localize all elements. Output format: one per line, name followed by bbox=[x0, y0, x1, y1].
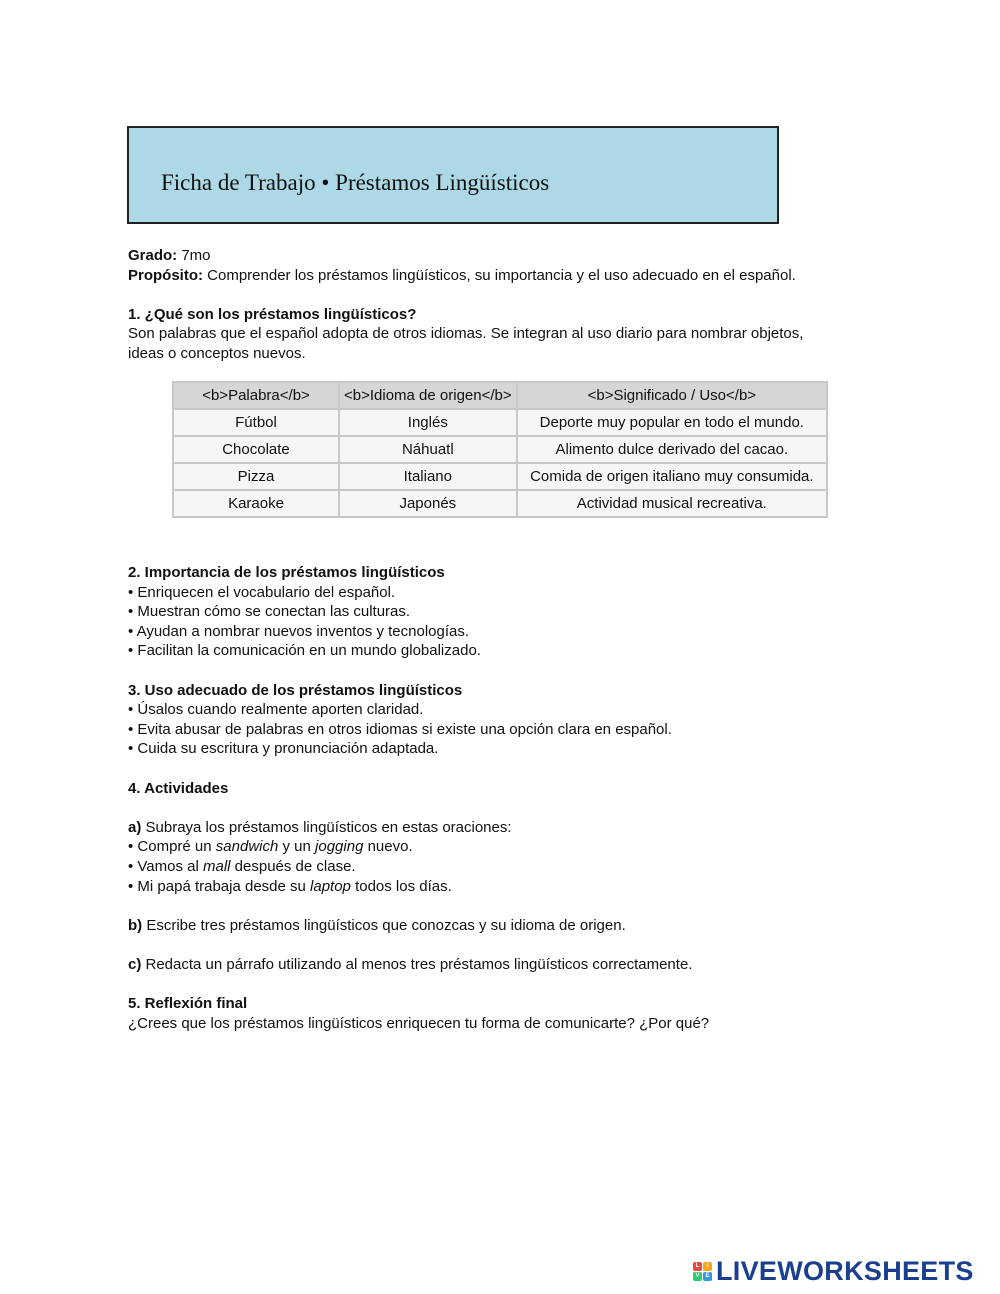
list-item: • Enriquecen el vocabulario del español. bbox=[128, 583, 396, 601]
section1-heading bbox=[128, 305, 888, 325]
loanword-jogging[interactable]: jogging bbox=[315, 838, 364, 856]
sentence-text: • Compré un bbox=[128, 838, 216, 856]
sentence-text: nuevo. bbox=[363, 838, 413, 856]
table-header-cell: <b>Idioma de origen</b> bbox=[339, 382, 517, 409]
grade-label: Grado: bbox=[128, 247, 178, 264]
activity-b-label: b) bbox=[128, 916, 143, 934]
activity-a-text: Subraya los préstamos lingüísticos en estas oraciones: bbox=[141, 818, 512, 836]
section1-heading-text: 1. ¿Qué son los préstamos lingüísticos? bbox=[128, 305, 417, 323]
sentence-text: • Mi papá trabaja desde su bbox=[128, 877, 311, 895]
table-cell: Italiano bbox=[339, 463, 517, 490]
sentence-text: todos los días. bbox=[350, 877, 452, 895]
purpose-value: Comprender los préstamos lingüísticos, su importancia y el uso adecuado en el español. bbox=[207, 266, 796, 284]
table-header-cell: <b>Palabra</b> bbox=[173, 382, 339, 409]
table-cell: Pizza bbox=[173, 463, 339, 490]
section2-heading-text: 2. Importancia de los préstamos lingüísticos bbox=[128, 564, 445, 581]
list-item: • Úsalos cuando realmente aporten claridad. bbox=[128, 701, 424, 719]
sentence-3 bbox=[128, 877, 888, 897]
purpose-line bbox=[128, 266, 888, 286]
page-title: Ficha de Trabajo • Préstamos Lingüísticos bbox=[161, 170, 550, 195]
sentence-text: después de clase. bbox=[230, 857, 356, 875]
table-row bbox=[173, 436, 827, 463]
grade-line bbox=[128, 246, 888, 266]
logo-letter: I bbox=[703, 1262, 712, 1271]
activity-c-label: c) bbox=[128, 955, 142, 973]
sentence-2 bbox=[128, 857, 888, 877]
logo-letter: L bbox=[693, 1262, 702, 1271]
activity-c-text: Redacta un párrafo utilizando al menos tres préstamos lingüísticos correctamente. bbox=[141, 955, 693, 973]
logo-mark-icon bbox=[693, 1262, 712, 1281]
list-item: • Ayudan a nombrar nuevos inventos y tecnologías. bbox=[128, 622, 470, 640]
table-cell: Náhuatl bbox=[339, 436, 517, 463]
section3-heading-text: 3. Uso adecuado de los préstamos lingüísticos bbox=[128, 681, 463, 699]
section5-text: ¿Crees que los préstamos lingüísticos enriquecen tu forma de comunicarte? ¿Por qué? bbox=[128, 1014, 710, 1032]
purpose-label: Propósito: bbox=[128, 266, 203, 284]
section1-line1: Son palabras que el español adopta de otros idiomas. Se integran al uso diario para nombrar objetos, bbox=[128, 325, 804, 343]
title-banner bbox=[127, 126, 779, 224]
list-item: • Facilitan la comunicación en un mundo globalizado. bbox=[128, 642, 481, 660]
liveworksheets-logo[interactable] bbox=[693, 1256, 974, 1287]
grade-value: 7mo bbox=[181, 247, 211, 264]
section4-heading bbox=[128, 779, 888, 799]
activity-c bbox=[128, 955, 888, 975]
table-cell: Chocolate bbox=[173, 436, 339, 463]
activity-a-label: a) bbox=[128, 818, 142, 836]
section4-heading-text: 4. Actividades bbox=[128, 779, 229, 797]
loanword-mall[interactable]: mall bbox=[203, 857, 231, 875]
loanwords-table bbox=[172, 381, 828, 518]
activity-b-text: Escribe tres préstamos lingüísticos que conozcas y su idioma de origen. bbox=[142, 916, 626, 934]
loanword-laptop[interactable]: laptop bbox=[310, 877, 351, 895]
table-row bbox=[173, 490, 827, 517]
sentence-text: • Vamos al bbox=[128, 857, 203, 875]
section1-line2: ideas o conceptos nuevos. bbox=[128, 344, 306, 362]
list-item: • Muestran cómo se conectan las culturas. bbox=[128, 603, 411, 621]
logo-letter: V bbox=[693, 1272, 702, 1281]
activity-a bbox=[128, 818, 888, 838]
table-header-cell: <b>Significado / Uso</b> bbox=[517, 382, 827, 409]
table-row bbox=[173, 409, 827, 436]
table-cell: Japonés bbox=[339, 490, 517, 517]
table-cell: Actividad musical recreativa. bbox=[517, 490, 827, 517]
table-header-row bbox=[173, 382, 827, 409]
table-cell: Fútbol bbox=[173, 409, 339, 436]
sentence-1 bbox=[128, 837, 888, 857]
list-item: • Evita abusar de palabras en otros idiomas si existe una opción clara en español. bbox=[128, 720, 672, 738]
table-cell: Deporte muy popular en todo el mundo. bbox=[517, 409, 827, 436]
table-cell: Inglés bbox=[339, 409, 517, 436]
table-row bbox=[173, 463, 827, 490]
section5-heading-text: 5. Reflexión final bbox=[128, 995, 248, 1013]
loanword-sandwich[interactable]: sandwich bbox=[215, 838, 279, 856]
logo-text: LIVEWORKSHEETS bbox=[716, 1256, 974, 1286]
section3-heading bbox=[128, 681, 888, 701]
sentence-text: y un bbox=[278, 838, 316, 856]
logo-letter: E bbox=[703, 1272, 712, 1281]
table-cell: Comida de origen italiano muy consumida. bbox=[517, 463, 827, 490]
activity-b bbox=[128, 916, 888, 936]
table-cell: Karaoke bbox=[173, 490, 339, 517]
list-item: • Cuida su escritura y pronunciación adaptada. bbox=[128, 740, 439, 758]
sections-body bbox=[128, 563, 888, 1033]
table-cell: Alimento dulce derivado del cacao. bbox=[517, 436, 827, 463]
section2-heading bbox=[128, 563, 888, 583]
section5-heading bbox=[128, 994, 888, 1014]
intro-section bbox=[128, 246, 888, 364]
